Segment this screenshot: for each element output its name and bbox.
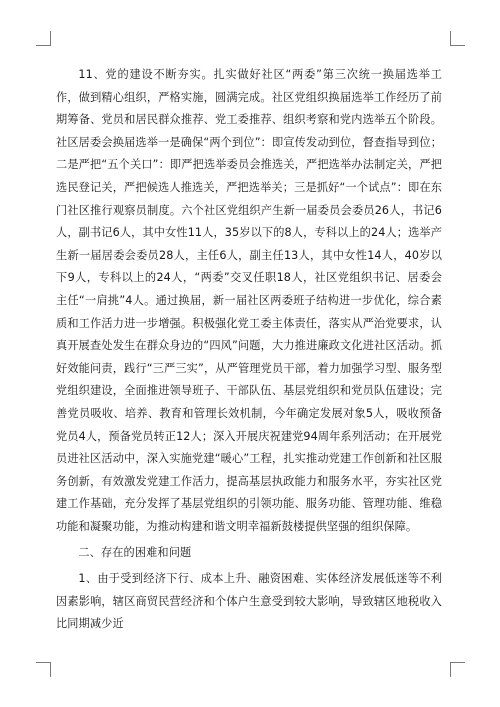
crop-mark-top-left xyxy=(36,31,51,46)
document-body xyxy=(56,64,442,636)
section-heading: 二、存在的困难和问题 xyxy=(78,546,192,560)
paragraph-difficulties: 1、由于受到经济下行、成本上升、融资困难、实体经济发展低迷等不利因素影响，辖区商贸民营经济和个体户生意受到较大影响，导致辖区地税收入比同期减少近 xyxy=(56,572,442,631)
crop-mark-top-right xyxy=(450,31,465,46)
crop-mark-bottom-right xyxy=(450,662,465,677)
crop-mark-bottom-left xyxy=(36,662,51,677)
paragraph-party-building: 11、党的建设不断夯实。扎实做好社区“两委”第三次统一换届选举工作，做到精心组织，严格实施，圆满完成。社区党组织换届选举工作经历了前期筹备、党员和居民群众推荐、党工委推荐、组织考察和党内选举五个阶段。社区居委会换届选举一是确保“两个到位”：即宣传发动到位，督查指导到位；二是严把“五个关口”：即严把选举委员会推选关，严把选举办法制定关，严把选民登记关，严把候选人推选关，严把选举关；三是抓好“一个试点”：即在东门社区推行观察员制度。六个社区党组织产生新一届委员会委员26人，书记6人，副书记6人，其中女性11人，35岁以下的8人，专科以上的24人；选举产生新一届居委会委员28人，主任6人，副主任13人，其中女性14人，40岁以下9人，专科以上的24人，“两委”交叉任职18人，社区党组织书记、居委会主任“一肩挑”4人。通过换届，新一届社区两委班子结构进一步优化，综合素质和工作活力进一步增强。积极强化党工委主体责任，落实从严治党要求，认真开展查处发生在群众身边的“四风”问题，大力推进廉政文化进社区活动。抓好效能问责，践行“三严三实”，从严管理党员干部，着力加强学习型、服务型党组织建设，全面推进领导班子、干部队伍、基层党组织和党员队伍建设；完善党员吸收、培养、教育和管理长效机制，今年确定发展对象5人，吸收预备党员4人，预备党员转正12人；深入开展庆祝建党94周年系列活动；在开展党员进社区活动中，深入实施党建“暖心”工程，扎实推动党建工作创新和社区服务创新，有效激发党建工作活力，提高基层执政能力和服务水平，夯实社区党建工作基础，充分发挥了基层党组织的引领功能、服务功能、管理功能、维稳功能和凝聚功能，为推动构建和谐文明幸福新鼓楼提供坚强的组织保障。 xyxy=(56,68,443,533)
